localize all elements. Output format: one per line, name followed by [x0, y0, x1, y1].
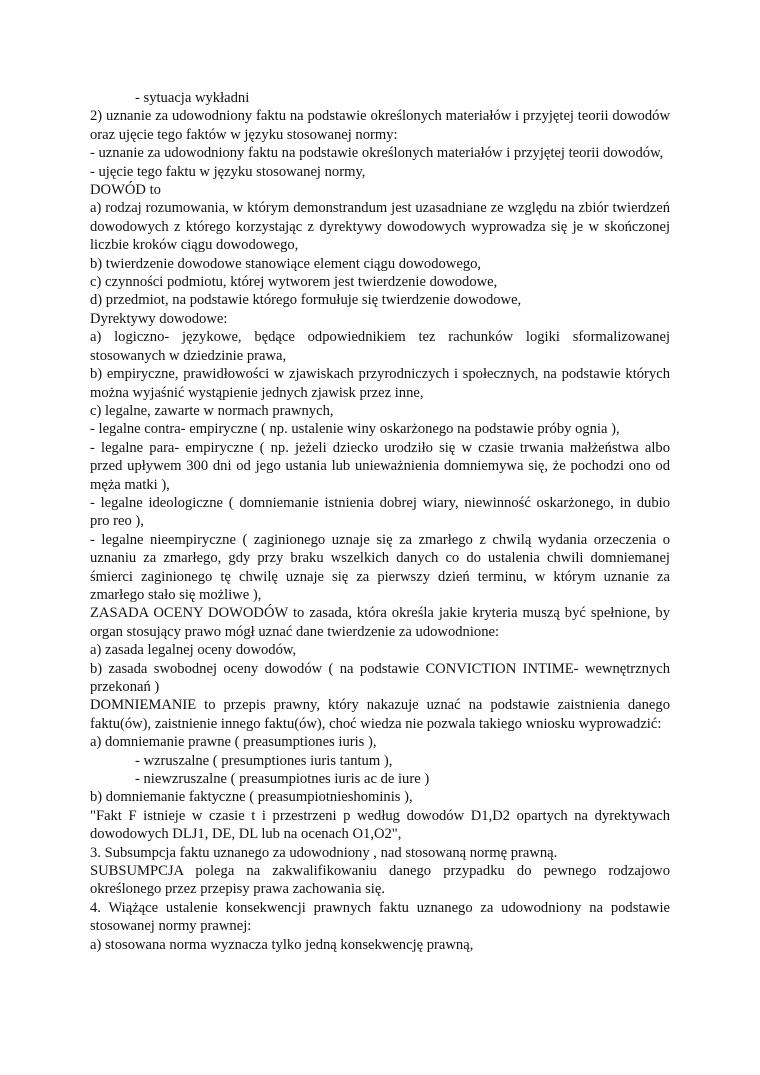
paragraph: - ujęcie tego faktu w języku stosowanej normy, [90, 163, 366, 180]
paragraph: b) zasada swobodnej oceny dowodów ( na podstawie CONVICTION INTIME- wewnętrznych przekonań ) [90, 660, 670, 695]
document-page [90, 89, 670, 954]
paragraph: a) rodzaj rozumowania, w którym demonstrandum jest uzasadniane ze względu na zbiór twierdzeń dowodowych z którego korzystając z dyrektywy dowodowych wyprowadza się je w skończonej liczbie kroków ciągu dowodowego, [90, 200, 670, 254]
paragraph: Dyrektywy dowodowe: [90, 310, 228, 327]
paragraph: - legalne para- empiryczne ( np. jeżeli dziecko urodziło się w czasie trwania małżeństwa albo przed upływem 300 dni od jego ustania lub unieważnienia domniemywa się, że pochodzi ono od męża matki ), [90, 439, 670, 493]
paragraph: 4. Wiążące ustalenie konsekwencji prawnych faktu uznanego za udowodniony na podstawie stosowanej normy prawnej: [90, 899, 670, 935]
paragraph: DOWÓD to [90, 182, 161, 199]
paragraph: "Fakt F istnieje w czasie t i przestrzeni p według dowodów D1,D2 opartych na dyrektywach dowodowych DLJ1, DE, DL lub na ocenach O1,O2", [90, 807, 670, 843]
paragraph: 2) uznanie za udowodniony faktu na podstawie określonych materiałów i przyjętej teorii dowodów oraz ujęcie tego faktów w języku stosowanej normy: [90, 108, 670, 143]
indented-list-item: - wzruszalne ( presumptiones iuris tantum ), [135, 752, 393, 769]
paragraph: a) domniemanie prawne ( preasumptiones iuris ), [90, 734, 377, 751]
paragraph: b) twierdzenie dowodowe stanowiące element ciągu dowodowego, [90, 255, 482, 272]
paragraph: SUBSUMPCJA polega na zakwalifikowaniu danego przypadku do pewnego rodzajowo określonego przez przepisy prawa zachowania się. [90, 863, 670, 898]
indented-list-item: - sytuacja wykładni [135, 90, 250, 106]
paragraph: 3. Subsumpcja faktu uznanego za udowodniony , nad stosowaną normę prawną. [90, 844, 558, 861]
paragraph: d) przedmiot, na podstawie którego formułuje się twierdzenie dowodowe, [90, 292, 522, 309]
paragraph: a) stosowana norma wyznacza tylko jedną konsekwencję prawną, [90, 936, 474, 953]
indented-list-item: - niewzruszalne ( preasumpiotnes iuris ac de iure ) [135, 771, 430, 788]
paragraph: ZASADA OCENY DOWODÓW to zasada, która określa jakie kryteria muszą być spełnione, by organ stosujący prawo mógł uznać dane twierdzenie za udowodnione: [90, 605, 670, 640]
paragraph: - legalne ideologiczne ( domniemanie istnienia dobrej wiary, niewinność oskarżonego, in dubio pro reo ), [90, 494, 670, 530]
paragraph: a) zasada legalnej oceny dowodów, [90, 642, 297, 659]
paragraph: - legalne nieempiryczne ( zaginionego uznaje się za zmarłego z chwilą wydania orzeczenia o uznaniu za zmarłego, gdy przy braku wszelkich danych co do ustalenia chwili domniemanej śmierci zaginionego tę chwilę uznaje się za pierwszy dzień terminu, w którym uznanie za zmarłego stało się możliwe ), [90, 531, 670, 603]
paragraph: b) empiryczne, prawidłowości w zjawiskach przyrodniczych i społecznych, na podstawie których można wyjaśnić wystąpienie jednych zjawisk przez inne, [90, 366, 670, 401]
paragraph: b) domniemanie faktyczne ( preasumpiotnieshominis ), [90, 789, 413, 806]
paragraph: - legalne contra- empiryczne ( np. ustalenie winy oskarżonego na podstawie próby ognia ), [90, 421, 620, 438]
paragraph: - uznanie za udowodniony faktu na podstawie określonych materiałów i przyjętej teorii dowodów, [90, 145, 664, 162]
paragraph: DOMNIEMANIE to przepis prawny, który nakazuje uznać na podstawie zaistnienia danego faktu(ów), zaistnienie innego faktu(ów), choć wiedza nie pozwala takiego wniosku wyprowadzić: [90, 697, 670, 732]
paragraph: c) czynności podmiotu, której wytworem jest twierdzenie dowodowe, [90, 274, 498, 291]
paragraph: a) logiczno- językowe, będące odpowiednikiem tez rachunków logiki sformalizowanej stosowanych w dziedzinie prawa, [90, 329, 670, 364]
paragraph: c) legalne, zawarte w normach prawnych, [90, 402, 334, 419]
